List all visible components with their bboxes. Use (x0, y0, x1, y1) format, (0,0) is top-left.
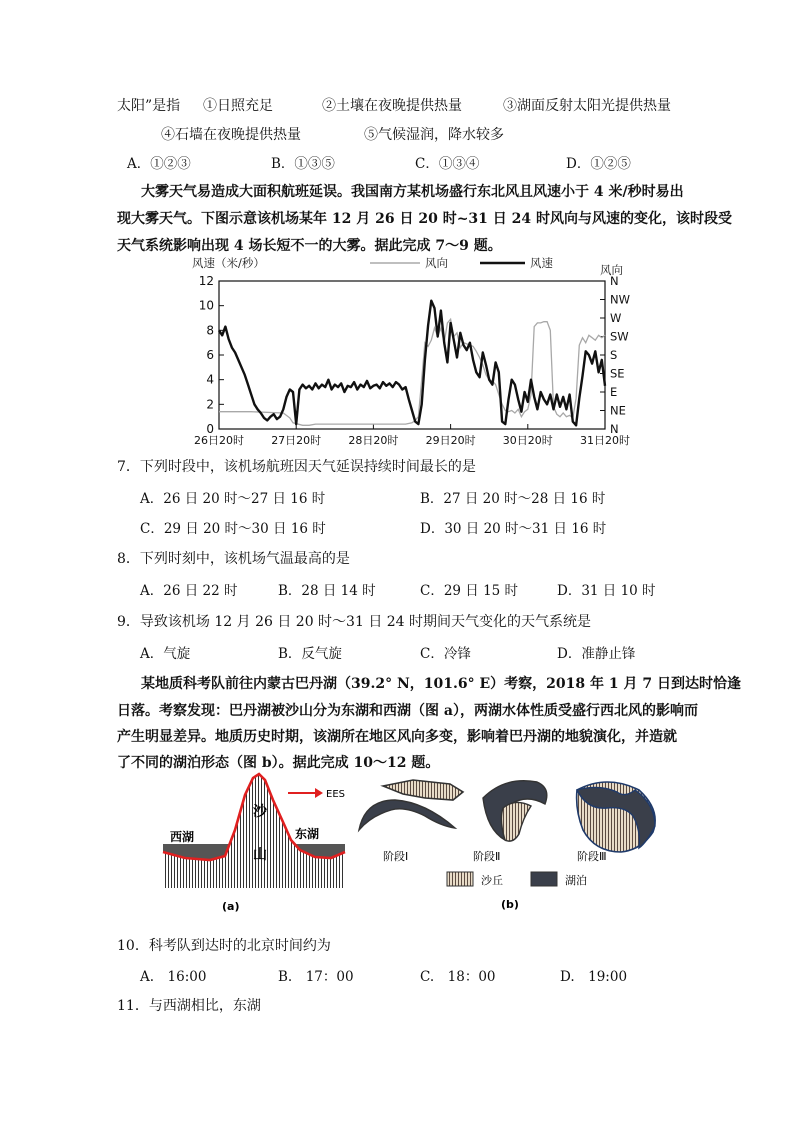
stage3-label: 阶段Ⅲ (577, 850, 607, 863)
stage1-lake (359, 800, 455, 830)
y-right-tick-label: E (610, 385, 618, 399)
fog-passage-line2: 现大雾天气。下图示意该机场某年 12 月 26 日 20 时~31 日 24 时风向与风速的变化，该时段受 (117, 211, 733, 227)
q7-option-b: B．27 日 20 时～28 日 16 时 (420, 491, 606, 507)
y-right-tick-label: S (610, 348, 618, 362)
x-tick-label: 31日20时 (580, 434, 630, 447)
x-tick-label: 30日20时 (502, 434, 553, 447)
chart-ylabel-right: 风向 (600, 263, 623, 277)
q9-stem: 9．导致该机场 12 月 26 日 20 时～31 日 24 时期间天气变化的天气系统是 (117, 614, 592, 630)
y-left-tick-label: 12 (198, 274, 214, 288)
legend-dune-swatch (447, 872, 473, 886)
q6-item-4: ④石墙在夜晚提供热量 (161, 127, 301, 143)
q10-stem: 10．科考队到达时的北京时间约为 (117, 938, 331, 954)
ees-arrow-head (315, 788, 323, 798)
q9-option-b: B．反气旋 (278, 646, 342, 662)
fog-passage-line1: 大雾天气易造成大面积航班延误。我国南方某机场盛行东北风且风速小于 4 米/秒时易出 (141, 184, 684, 200)
y-right-tick-label: W (610, 311, 622, 325)
lake-passage-line1: 某地质科考队前往内蒙古巴丹湖（39.2° N，101.6° E）考察，2018 年 1 月 7 日到达时恰逢 (141, 676, 741, 692)
q11-stem: 11．与西湖相比，东湖 (117, 998, 261, 1014)
q10-option-b: B. 17：00 (278, 969, 354, 985)
legend-lake-swatch (531, 872, 557, 886)
q8-stem: 8．下列时刻中，该机场气温最高的是 (117, 551, 350, 567)
q6-option-c: C．①③④ (415, 156, 480, 172)
wind-speed-series (219, 301, 605, 426)
q10-option-a: A. 16:00 (140, 969, 207, 985)
x-tick-label: 28日20时 (348, 434, 399, 447)
y-left-tick-label: 2 (206, 397, 214, 412)
y-right-tick-label: SW (610, 329, 629, 344)
figure-b-caption: (b) (501, 898, 519, 911)
y-left-tick-label: 6 (206, 348, 214, 362)
q8-option-c: C．29 日 15 时 (420, 583, 519, 599)
legend-direction-label: 风向 (425, 256, 448, 270)
stage1-label: 阶段Ⅰ (383, 850, 409, 863)
q8-option-b: B．28 日 14 时 (278, 583, 376, 599)
x-tick-label: 29日20时 (425, 434, 476, 447)
q6-option-a: A．①②③ (127, 156, 191, 172)
legend-lake-label: 湖泊 (565, 874, 587, 887)
q7-option-a: A．26 日 20 时～27 日 16 时 (140, 491, 326, 507)
q8-option-a: A．26 日 22 时 (140, 583, 238, 599)
q8-option-d: D．31 日 10 时 (557, 583, 656, 599)
fog-passage-line3: 天气系统影响出现 4 场长短不一的大雾。据此完成 7～9 题。 (117, 238, 502, 254)
x-tick-label: 27日20时 (271, 434, 322, 447)
y-left-tick-label: 10 (198, 298, 214, 313)
x-tick-label: 26日20时 (194, 434, 244, 447)
q6-item-3: ③湖面反射太阳光提供热量 (503, 98, 671, 114)
ees-label: EES (326, 789, 345, 800)
q9-option-a: A．气旋 (140, 646, 191, 662)
x-ticks (194, 424, 630, 447)
q6-line1-lead: 太阳”是指 (117, 98, 181, 114)
q7-option-d: D．30 日 20 时～31 日 16 时 (420, 521, 607, 537)
q10-option-d: D. 19:00 (560, 969, 628, 985)
y-right-tick-label: SE (610, 366, 625, 381)
y-left-tick-label: 8 (206, 323, 214, 338)
stage2-label: 阶段Ⅱ (473, 850, 501, 863)
lake-passage-line4: 了不同的湖泊形态（图 b）。据此完成 10～12 题。 (117, 755, 440, 771)
mountain-label: 山 (253, 847, 267, 863)
figure-b (355, 770, 675, 915)
legend-dune-label: 沙丘 (481, 874, 503, 887)
lake-passage-line3: 产生明显差异。地质历史时期，该湖所在地区风向多变，影响着巴丹湖的地貌演化，并造就 (117, 729, 677, 745)
q6-item-5: ⑤气候湿润，降水较多 (364, 127, 504, 143)
chart-ylabel-left: 风速（米/秒） (192, 256, 265, 270)
q9-option-c: C．冷锋 (420, 646, 471, 662)
q6-item-2: ②土壤在夜晚提供热量 (322, 98, 462, 114)
q9-option-d: D．准静止锋 (557, 646, 636, 662)
y-left-tick-label: 0 (206, 422, 214, 436)
figure-a (155, 770, 355, 918)
stage1-dune (383, 780, 463, 800)
legend-speed-label: 风速 (530, 256, 553, 270)
y-left-tick-label: 4 (206, 372, 214, 387)
q7-stem: 7．下列时段中，该机场航班因天气延误持续时间最长的是 (117, 459, 476, 475)
q7-option-c: C．29 日 20 时～30 日 16 时 (140, 521, 326, 537)
y-right-tick-label: NE (610, 403, 626, 418)
y-right-tick-label: N (610, 422, 619, 436)
east-lake-label: 东湖 (295, 827, 320, 841)
y-right-tick-label: NW (610, 292, 630, 307)
y-right-tick-label: N (610, 274, 619, 288)
figure-a-caption: (a) (222, 900, 240, 913)
q6-option-b: B．①③⑤ (271, 156, 335, 172)
q10-option-c: C. 18：00 (420, 969, 496, 985)
q6-item-1: ①日照充足 (203, 98, 273, 114)
stage2-dune (501, 802, 531, 841)
west-lake-label: 西湖 (170, 830, 195, 844)
lake-passage-line2: 日落。考察发现：巴丹湖被沙山分为东湖和西湖（图 a），两湖水体性质受盛行西北风的影响而 (117, 703, 698, 719)
q6-option-d: D．①②⑤ (566, 156, 631, 172)
sand-label: 沙 (253, 804, 267, 820)
wind-chart (170, 254, 640, 454)
